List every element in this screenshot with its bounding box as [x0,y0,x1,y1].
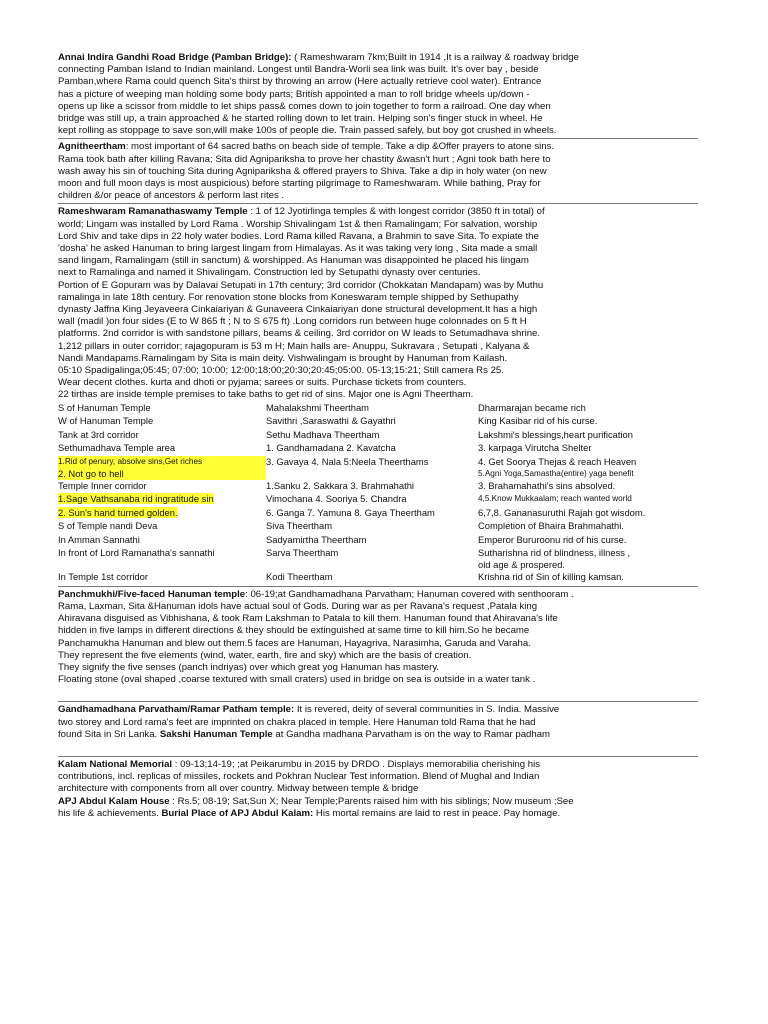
hanuman-text: : 06-19;at Gandhamadhana Parvatham; Hanuman covered with senthooram . [245,588,574,600]
temple-line: 'dosha' he asked Hanuman to bring largest lingam from Himalayas. As it was taking very long , Sita made a small [58,243,538,255]
temple-line: sand lingam, Ramalingam (still in sanctum) & worshipped. As Hanuman was disappointed he placed his lingam [58,255,529,267]
tirtha-benefit: King Kasibar rid of his curse. [478,415,598,427]
temple-line: platforms. 2nd corridor is with sandstone pillars, beams & ceiling. 3rd corridor on W leads to Setumadhava shrine. [58,328,541,340]
tirtha-location [58,456,266,480]
table-row [58,429,698,443]
tirtha-location: In front of Lord Ramanatha's sannathi [58,547,215,559]
tirtha-name: 6. Ganga 7. Yamuna 8. Gaya Theertham [266,506,435,518]
tirtha-benefit: Krishna rid of Sin of killing kamsan. [478,571,624,583]
bridge-line: connecting Pamban Island to Indian mainland. Longest until Bandra-Worli sea link was built. It's over bay , beside [58,64,539,76]
temple-line: Wear decent clothes. kurta and dhoti or pyjama; sarees or suits. Purchase tickets from counters. [58,377,467,389]
tirtha-location: In Temple 1st corridor [58,571,148,583]
tirtha-benefit [478,547,698,571]
gandha-title: Gandhamadhana Parvatham/Ramar Patham temple: [58,704,295,716]
tirtha-location [58,507,266,521]
tirtha-name: 1. Gandhamadana 2. Kavatcha [266,442,396,454]
temple-line: wall (madil )on four sides (E to W 865 ft ; N to S 675 ft) .Long corridors run between huge colonnades on 5 ft H [58,316,527,328]
kalam-house-line [58,796,698,808]
gandha-line-3 [58,729,698,741]
temple-line: 1,212 pillars in outer corridor; rajagopuram is 53 m H; Main halls are- Anuppu, Sukravara , Setupati , Kalyana & [58,340,530,352]
gandha-text: at Gandha madhana Parvatham is on the way to Ramar padham [272,728,551,740]
table-row [58,547,698,571]
table-row [58,402,698,416]
table-row [58,442,698,456]
bridge-line: bridge was still up, a train approached & he started rolling down to let train. Helping son's finger stuck in wheel. He [58,113,543,125]
hanuman-title: Panchmukhi/Five-faced Hanuman temple [58,588,246,600]
kalam-line: contributions, incl. replicas of missiles, rockets and Pokhran Nuclear Test information. Blend of Mughal and Indian [58,771,540,783]
tirtha-benefit: Emperor Bururoonu rid of his curse. [478,533,627,545]
tirtha-name: Sethu Madhava Theertham [266,428,380,440]
temple-line: world; Lingam was installed by Lord Rama . Worship Shivalingam 1st & then Ramalingam; For salvation, worship [58,218,538,230]
kalam-text: : Rs.5; 08-19; Sat,Sun X; Near Temple;Parents raised him with his siblings; Now museum ;See [169,795,574,807]
gandha-text: found Sita in Sri Lanka. [58,728,160,740]
bridge-title: Annai Indira Gandhi Road Bridge (Pamban Bridge): [58,52,292,63]
temple-text: : 1 of 12 Jyotirlinga temples & with longest corridor (3850 ft in total) of [247,206,545,218]
tirtha-benefit: Completion of Bhaira Brahmahathi. [478,520,624,532]
gandha-line-1 [58,704,698,716]
hanuman-line: Floating stone (oval shaped ,coarse textured with small craters) used in bridge on sea is outside in a water tank . [58,674,536,686]
table-row [58,493,698,507]
tirtha-location: Temple Inner corridor [58,479,147,491]
highlighted-note: 2. Sun's hand turned golden. [58,506,178,518]
benefit-line: Sutharishna rid of blindness, illness , [478,547,631,559]
kalam-line: architecture with components from all over country. Midway between temple & bridge [58,783,419,795]
temple-line: 05:10 Spadigalinga;05:45; 07:00; 10:00; 12:00;18:00;20:30;20:45;05:00. 05-13;15:21; Still camera Rs 25. [58,365,504,377]
tirtha-location: Sethumadhava Temple area [58,442,176,454]
kalam-text: his life & achievements. [58,807,162,819]
hanuman-line-1 [58,589,698,601]
section-agnitheertham [58,138,698,203]
agni-line: Rama took bath after killing Ravana; Sita did Agnipariksha to prove her chastity &wasn't hurt ; Agni took bath here to [58,153,551,165]
kalam-text: : 09-13;14-19; ;at Peikarumbu in 2015 by DRDO . Displays memorabilia cherishing his [172,758,541,770]
table-row [58,480,698,494]
tirtha-benefit: Lakshmi's blessings,heart purification [478,428,633,440]
sakshi-hanuman-title: Sakshi Hanuman Temple [159,728,273,740]
tirthas-table [58,402,698,585]
highlighted-note: 2. Not go to hell [58,468,266,480]
table-row [58,507,698,521]
hanuman-line: They represent the five elements (wind, water, earth, fire and sky) which are the basis of creation. [58,649,472,661]
kalam-line-1 [58,759,698,771]
kalam-burial-line [58,808,698,820]
bridge-line: has a picture of weeping man holding some body parts; British appointed a man to roll bridge wheels up/down - [58,88,530,100]
hanuman-line: Panchamukha Hanuman and blew out them.5 faces are Hanuman, Hayagriva, Narasimha, Garuda and Varaha. [58,637,531,649]
tirtha-name: Sadyamirtha Theertham [266,533,367,545]
tirtha-name: Siva Theertham [266,520,333,532]
tirtha-name: Vimochana 4. Sooriya 5. Chandra [266,493,407,505]
section-kalam-memorial [58,756,698,821]
kalam-house-title: APJ Abdul Kalam House [58,795,170,807]
temple-line: Lord Shiv and take dips in 22 holy water bodies. Lord Rama killed Ravana, a Brahmin to save Sita. To expiate the [58,230,539,242]
tirtha-location: In Amman Sannathi [58,533,140,545]
hanuman-line: Rama, Laxman, Sita &Hanuman idols have actual soul of Gods. During war as per Ravana's request ,Patala king [58,600,538,612]
tirtha-location: Tank at 3rd corridor [58,428,139,440]
table-row [58,534,698,548]
tirtha-name: 3. Gavaya 4. Nala 5:Neela Theerthams [266,455,429,467]
benefit-line: 4. Get Soorya Thejas & reach Heaven [478,455,637,467]
tirtha-benefit: 3. karpaga Virutcha Shelter [478,442,592,454]
section-ramanathaswamy-temple [58,203,698,585]
temple-line-1 [58,206,698,218]
table-row [58,520,698,534]
tirtha-location: S of Temple nandi Deva [58,520,158,532]
hanuman-line: Ahiravana disguised as Vibhishana, & took Ram Lakshman to Patala to kill them. Hanuman found that Ahiravana's life [58,613,558,625]
temple-line: dynasty Jaffna King Jeyaveera Cinkaiariyan & Gunaveera Cinkaiariyan done structural development.It has a high [58,304,538,316]
agni-line: children &/or peace of ancestors & perform last rites . [58,190,285,202]
tirtha-name: 1.Sanku 2. Sakkara 3. Brahmahathi [266,479,415,491]
bridge-line: Pamban,where Rama could quench Sita's thirst by throwing an arrow (Here actually retrieve cool water). Entrance [58,76,542,88]
temple-line: ramalinga in late 18th century. For renovation stone blocks from Koneswaram temple shipped by Sethupathy [58,291,519,303]
agni-line: wash away his sin of touching Sita during Agnipariksha & offered prayers to Shiva. Take a dip in holy water (on new [58,165,547,177]
temple-title: Rameshwaram Ramanathaswamy Temple [58,206,248,218]
kalam-text: His mortal remains are laid to rest in peace. Pay homage. [313,807,561,819]
tirtha-benefit: 3. Brahamahathi's sins absolved. [478,479,616,491]
kalam-title: Kalam National Memorial [58,758,173,770]
bridge-line: opens up like a scissor from middle to let ships pass& comes down to join together to form a railroad. One day when [58,100,551,112]
section-gandhamadhana [58,701,698,756]
burial-title: Burial Place of APJ Abdul Kalam: [161,807,314,819]
benefit-line: 5.Agni Yoga,Samastha(entire) yaga benefit [478,468,634,478]
tirtha-benefit: Dharmarajan became rich [478,401,586,413]
highlighted-note: 1.Sage Vathsanaba rid ingratitude sin [58,493,214,505]
tirtha-benefit: 4,5.Know Mukkaalam; reach wanted world [478,494,632,504]
bridge-line-1 [58,52,698,64]
benefit-line: old age & prospered. [478,559,566,571]
tirtha-benefit: 6,7,8. Gananasuruthi Rajah got wisdom. [478,506,646,518]
tirtha-name: Mahalakshmi Theertham [266,401,369,413]
gandha-text: It is revered, deity of several communities in S. India. Massive [294,704,560,716]
temple-line: next to Ramalinga and named it Shivalingam. Construction led by Setupathi dynasty over centuries. [58,267,481,279]
tirtha-location [58,493,266,507]
document-page [58,50,698,821]
section-pamban-bridge [58,50,698,138]
agni-line-1 [58,141,698,153]
bridge-text: ( Rameshwaram 7km;Built in 1914 ,It is a railway & roadway bridge [291,52,579,63]
bridge-line: kept rolling as stoppage to save son,will make 100s of people die. Train passed safely, but boy got crushed in wheels. [58,125,557,137]
agni-text: : most important of 64 sacred baths on beach side of temple. Take a dip &Offer prayers to atone sins. [125,141,555,153]
temple-line: Portion of E Gopuram was by Dalavai Setupati in 17th century; 3rd corridor (Chokkatan Mandapam) was by Muthu [58,279,544,291]
hanuman-line: They signify the five senses (panch indriyas) over which great yog Hanuman has mastery. [58,661,440,673]
tirtha-name: Savithri ,Saraswathi & Gayathri [266,415,396,427]
gandha-line: two storey and Lord rama's feet are imprinted on chakra placed in temple. Here Hanuman told Rama that he had [58,716,536,728]
highlighted-note: 1.Rid of penury, absolve sins,Get riches [58,456,266,468]
agni-title: Agnitheertham [58,141,126,153]
table-row [58,456,698,480]
temple-line: 22 tirthas are inside temple premises to take baths to get rid of sins. Major one is Agni Theertham. [58,389,474,401]
tirtha-benefit [478,456,698,480]
tirtha-location: W of Hanuman Temple [58,415,154,427]
table-row [58,415,698,429]
tirtha-name: Kodi Theertham [266,571,333,583]
temple-line: Nandi Mandapams.Ramalingam by Sita is main deity. Vishwalingam is brought by Hanuman from Kailash. [58,352,508,364]
hanuman-line: hidden in five lamps in different directions & they should be extinguished at same time to kill him.So he became [58,625,530,637]
agni-line: moon and full moon days is most auspicious) before starting pilgrimage to Rameshwaram. While bathing, Pray for [58,178,541,190]
section-panchmukhi-hanuman [58,586,698,702]
table-row [58,571,698,585]
tirtha-name: Sarva Theertham [266,547,339,559]
tirtha-location: S of Hanuman Temple [58,401,151,413]
